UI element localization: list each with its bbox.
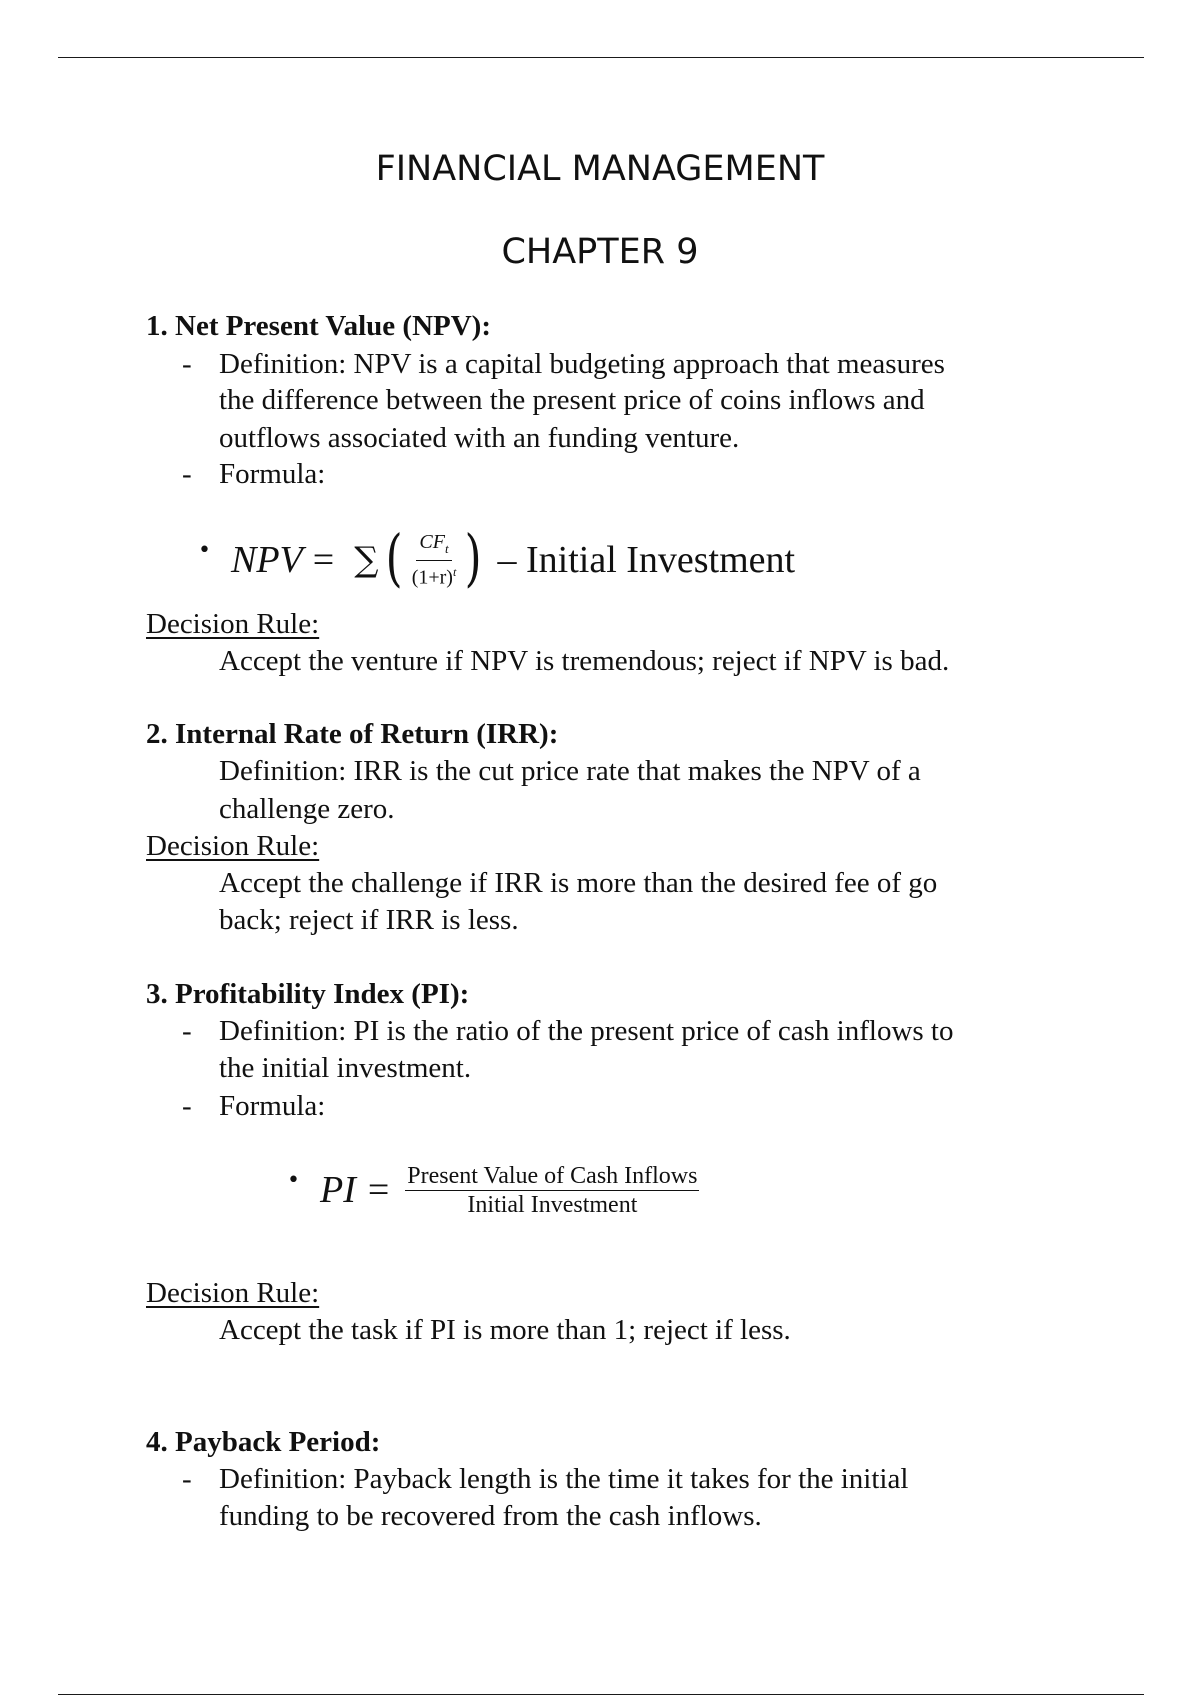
section-heading-irr: 2. Internal Rate of Return (IRR): xyxy=(146,718,559,750)
pi-definition-line-1: Definition: PI is the ratio of the present price of cash inflows to xyxy=(219,1015,954,1047)
npv-formula xyxy=(198,520,796,595)
npv-definition-line-3: outflows associated with an funding venture. xyxy=(219,422,740,454)
summation-symbol: ∑ xyxy=(354,540,379,580)
npv-formula-label: Formula: xyxy=(219,458,326,490)
section-heading-npv: 1. Net Present Value (NPV): xyxy=(146,310,491,342)
section-heading-pi: 3. Profitability Index (PI): xyxy=(146,978,470,1010)
irr-definition-line-2: challenge zero. xyxy=(219,793,395,825)
dash-marker: - xyxy=(182,458,192,490)
npv-fraction xyxy=(409,531,460,589)
irr-decision-label: Decision Rule: xyxy=(146,830,320,862)
bullet-marker: • xyxy=(287,1167,300,1193)
payback-definition-line-2: funding to be recovered from the cash inflows. xyxy=(219,1500,762,1532)
irr-decision-line-1: Accept the challenge if IRR is more than the desired fee of go xyxy=(219,867,938,899)
right-paren: ) xyxy=(464,520,482,594)
section-heading-payback: 4. Payback Period: xyxy=(146,1426,381,1458)
bullet-marker: • xyxy=(198,537,211,563)
irr-decision-line-2: back; reject if IRR is less. xyxy=(219,904,519,936)
npv-denominator-superscript: t xyxy=(452,565,457,580)
dash-marker: - xyxy=(182,1015,192,1047)
npv-definition-line-1: Definition: NPV is a capital budgeting approach that measures xyxy=(219,348,945,380)
dash-marker: - xyxy=(182,348,192,380)
npv-decision-text: Accept the venture if NPV is tremendous; reject if NPV is bad. xyxy=(219,645,950,677)
pi-formula-equals: = xyxy=(367,1169,390,1211)
npv-definition-line-2: the difference between the present price of coins inflows and xyxy=(219,384,925,416)
payback-definition-line-1: Definition: Payback length is the time it takes for the initial xyxy=(219,1463,909,1495)
npv-numerator xyxy=(416,531,451,561)
npv-formula-minus-term: – Initial Investment xyxy=(497,539,796,581)
top-rule xyxy=(58,57,1144,58)
pi-formula-lhs: PI xyxy=(319,1169,356,1211)
pi-decision-label: Decision Rule: xyxy=(146,1277,320,1309)
bottom-rule xyxy=(58,1694,1144,1695)
dash-marker: - xyxy=(182,1090,192,1122)
chapter-title: CHAPTER 9 xyxy=(501,232,699,272)
pi-definition-line-2: the initial investment. xyxy=(219,1052,472,1084)
npv-denominator-text: (1+r) xyxy=(411,566,453,589)
pi-denominator: Initial Investment xyxy=(467,1191,638,1218)
irr-definition-line-1: Definition: IRR is the cut price rate that makes the NPV of a xyxy=(219,755,921,787)
npv-decision-label: Decision Rule: xyxy=(146,608,320,640)
npv-numerator-text: CF xyxy=(419,531,445,554)
pi-numerator: Present Value of Cash Inflows xyxy=(407,1162,698,1189)
npv-formula-lhs: NPV xyxy=(230,539,303,581)
left-paren: ( xyxy=(386,520,404,594)
pi-decision-text: Accept the task if PI is more than 1; reject if less. xyxy=(219,1314,791,1346)
npv-denominator xyxy=(409,561,460,589)
npv-numerator-subscript: t xyxy=(444,541,449,557)
pi-formula-label: Formula: xyxy=(219,1090,326,1122)
dash-marker: - xyxy=(182,1463,192,1495)
pi-formula xyxy=(287,1155,701,1225)
npv-formula-equals: = xyxy=(312,539,335,581)
pi-fraction xyxy=(405,1162,699,1219)
document-title: FINANCIAL MANAGEMENT xyxy=(375,149,825,189)
